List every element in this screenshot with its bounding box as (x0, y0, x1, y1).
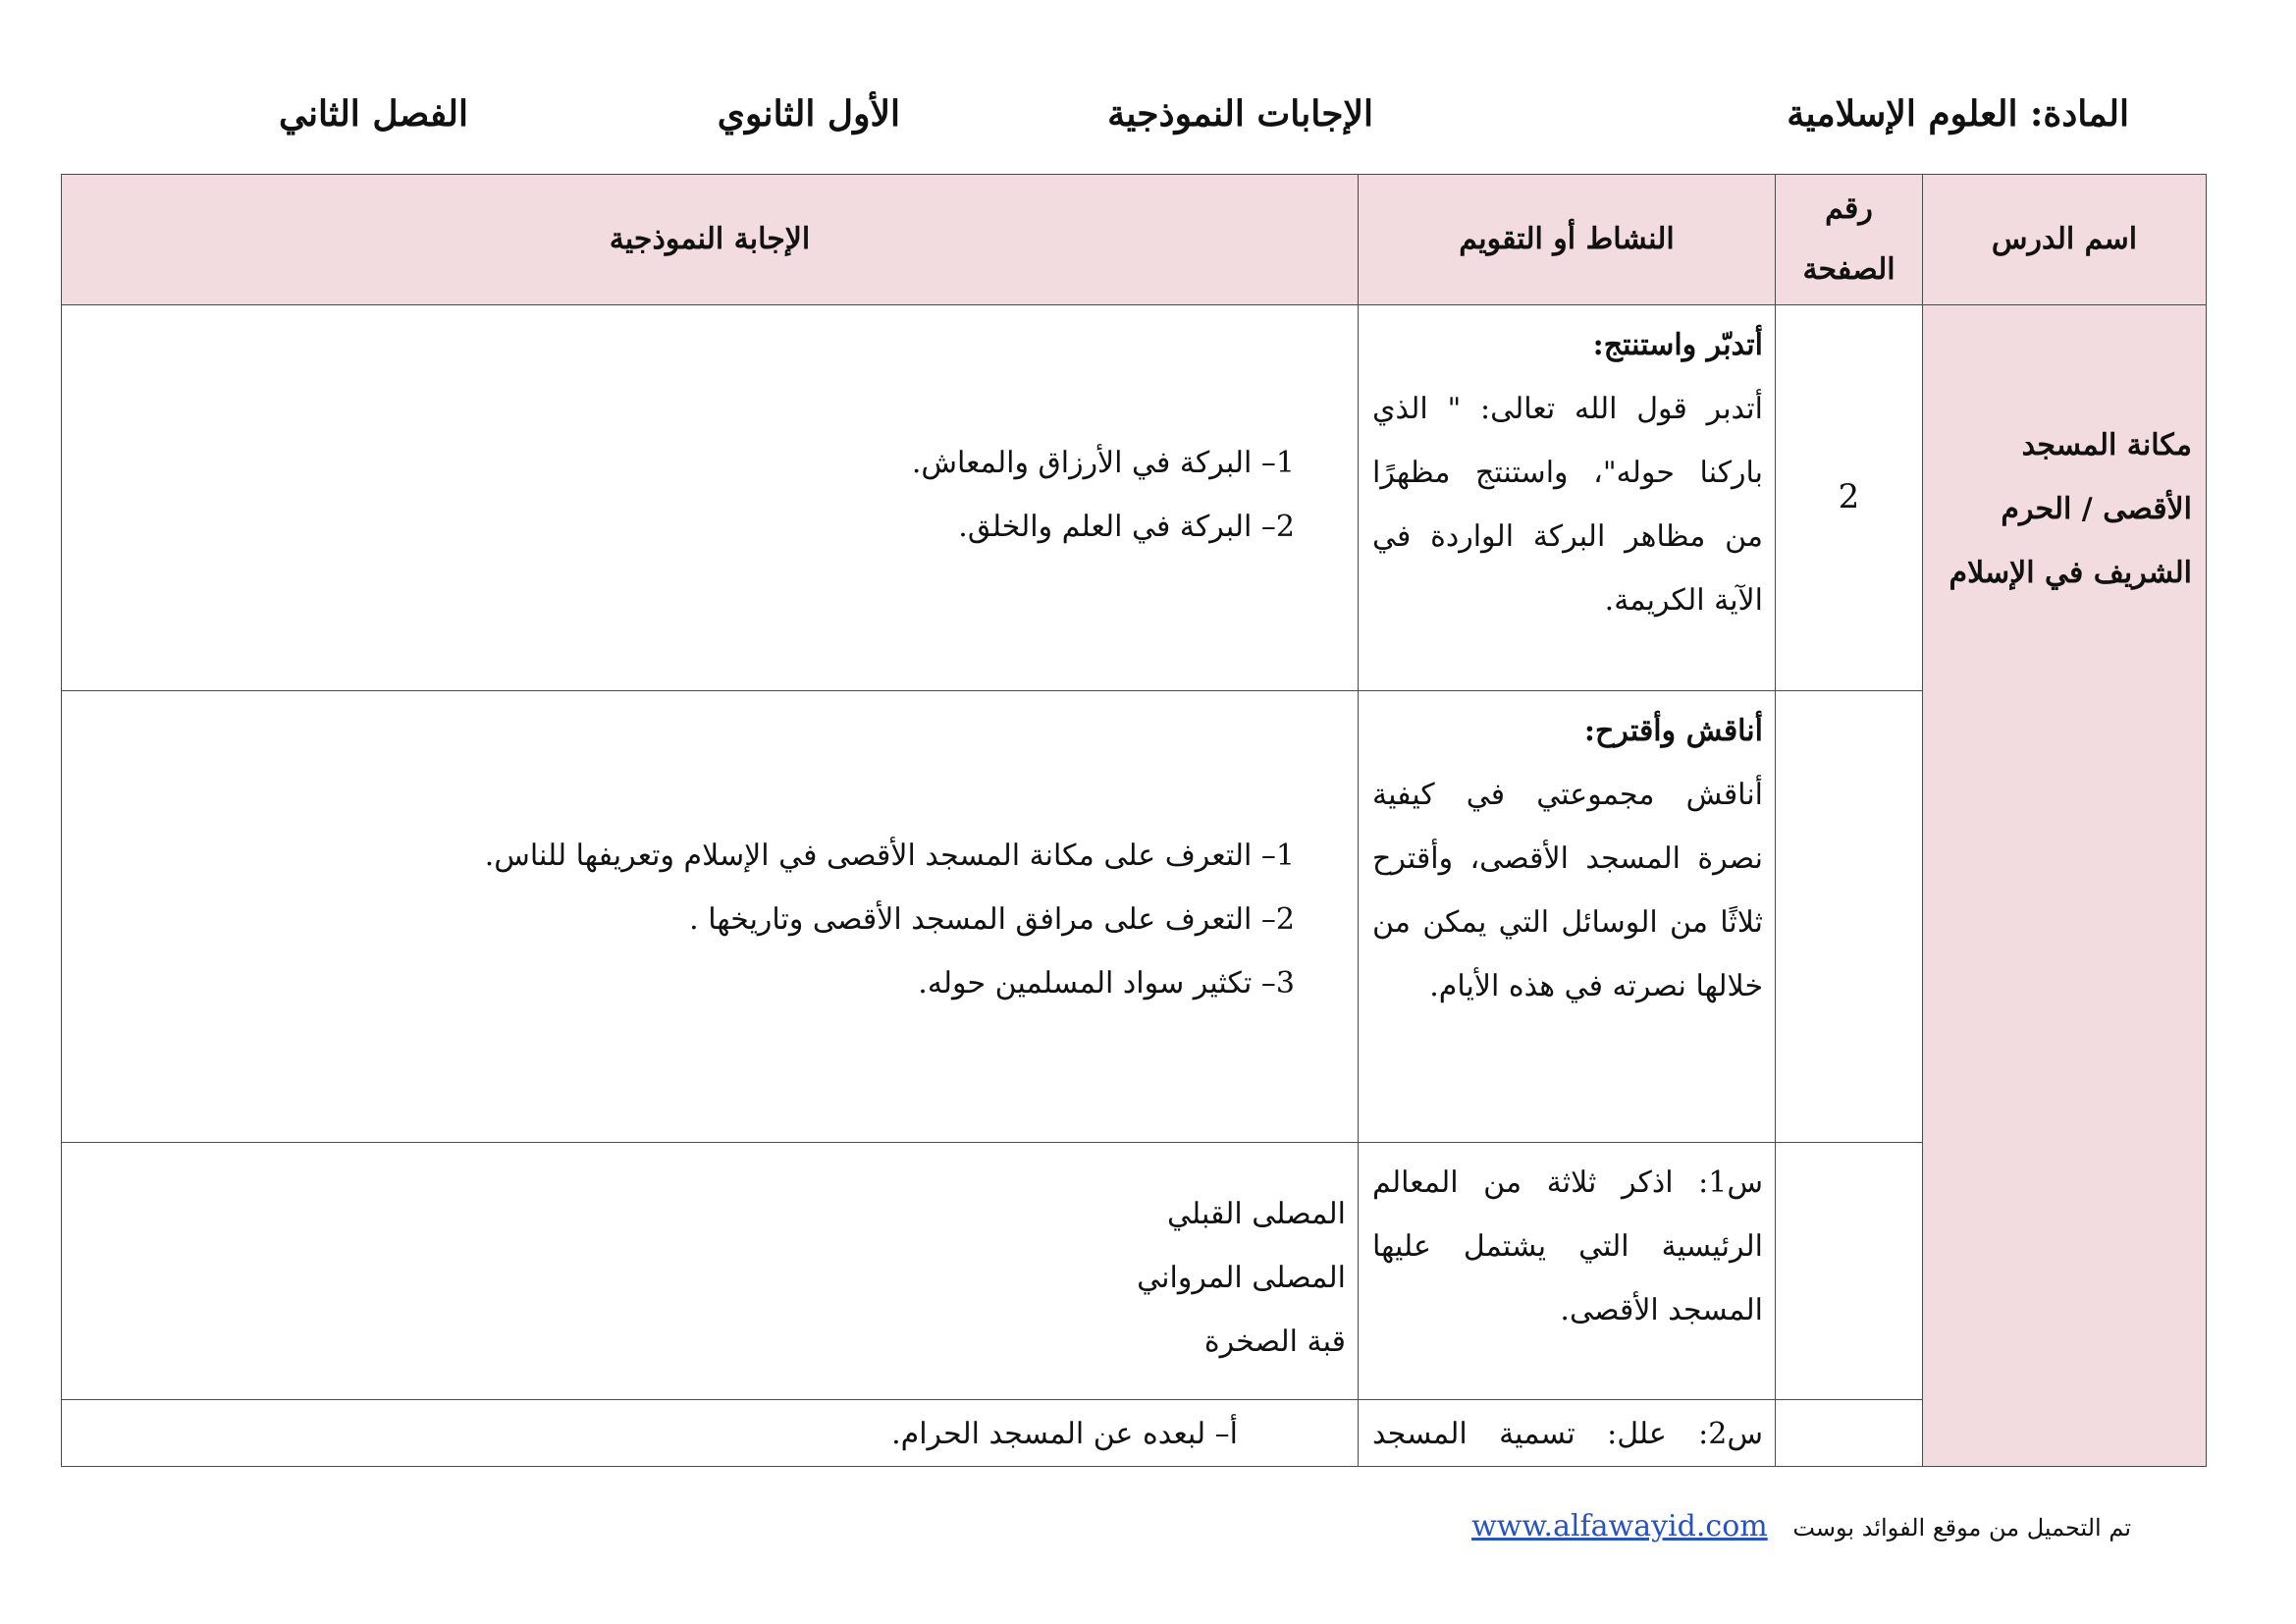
activity-text: س2: علل: تسمية المسجد (1372, 1417, 1763, 1451)
page-number-cell (1776, 1143, 1923, 1400)
activity-cell (1359, 691, 1776, 1143)
answer-item: قبة الصخرة (1203, 1325, 1346, 1359)
answer-item: أ– لبعده عن المسجد الحرام. (891, 1417, 1238, 1451)
answer-item: المصلى المرواني (1137, 1261, 1346, 1295)
subject-title: المادة: العلوم الإسلامية (1787, 93, 2129, 135)
footer-text: تم التحميل من موقع الفوائد بوست (1792, 1514, 2131, 1542)
activity-cell (1359, 1400, 1776, 1467)
answer-item: 2– التعرف على مرافق المسجد الأقصى وتاريخها . (689, 902, 1295, 937)
activity-heading: أناقش وأقترح: (1583, 714, 1763, 748)
semester-label: الفصل الثاني (278, 93, 468, 135)
column-header-activity: النشاط أو التقويم (1359, 175, 1776, 305)
activity-text: س1: اذكر ثلاثة من المعالم الرئيسية التي يشتمل عليها المسجد الأقصى. (1372, 1165, 1763, 1327)
table-row (62, 1400, 2207, 1467)
activity-text: أناقش مجموعتي في كيفية نصرة المسجد الأقصى، وأقترح ثلاثًا من الوسائل التي يمكن من خلالها نصرته في هذه الأيام. (1372, 778, 1763, 1003)
answer-cell (62, 1143, 1359, 1400)
answers-table (61, 174, 2207, 1466)
page-number-cell (1776, 691, 1923, 1143)
lesson-cell (1923, 305, 2207, 1467)
page-number-cell (1776, 1400, 1923, 1467)
footer (1471, 1509, 2131, 1543)
table-row (62, 305, 2207, 691)
answer-cell (62, 691, 1359, 1143)
grade-label: الأول الثانوي (717, 93, 900, 135)
activity-cell (1359, 305, 1776, 691)
column-header-lesson: اسم الدرس (1923, 175, 2207, 305)
table-header-row (62, 175, 2207, 305)
answer-cell (62, 305, 1359, 691)
table-row (62, 1143, 2207, 1400)
answer-cell (62, 1400, 1359, 1467)
page-header (0, 93, 2296, 152)
column-header-page: رقم الصفحة (1776, 175, 1923, 305)
activity-text: أتدبر قول الله تعالى: " الذي باركنا حوله"، واستنتج مظهرًا من مظاهر البركة الواردة في الآية الكريمة. (1372, 392, 1763, 618)
website-link[interactable]: www.alfawayid.com (1471, 1509, 1768, 1543)
answer-item: المصلى القبلي (1167, 1197, 1346, 1231)
document-title: الإجابات النموذجية (1107, 93, 1373, 135)
activity-heading: أتدبّر واستنتج: (1592, 328, 1763, 362)
page-number: 2 (1838, 477, 1860, 516)
answer-item: 1– البركة في الأرزاق والمعاش. (911, 446, 1295, 480)
table-row (62, 691, 2207, 1143)
answer-item: 3– تكثير سواد المسلمين حوله. (918, 966, 1295, 1001)
activity-cell (1359, 1143, 1776, 1400)
lesson-name: مكانة المسجد الأقصى / الحرم الشريف في الإسلام (1949, 428, 2192, 590)
answer-item: 1– التعرف على مكانة المسجد الأقصى في الإسلام وتعريفها للناس. (484, 839, 1295, 873)
answer-item: 2– البركة في العلم والخلق. (958, 510, 1295, 544)
column-header-answer: الإجابة النموذجية (62, 175, 1359, 305)
page-number-cell (1776, 305, 1923, 691)
